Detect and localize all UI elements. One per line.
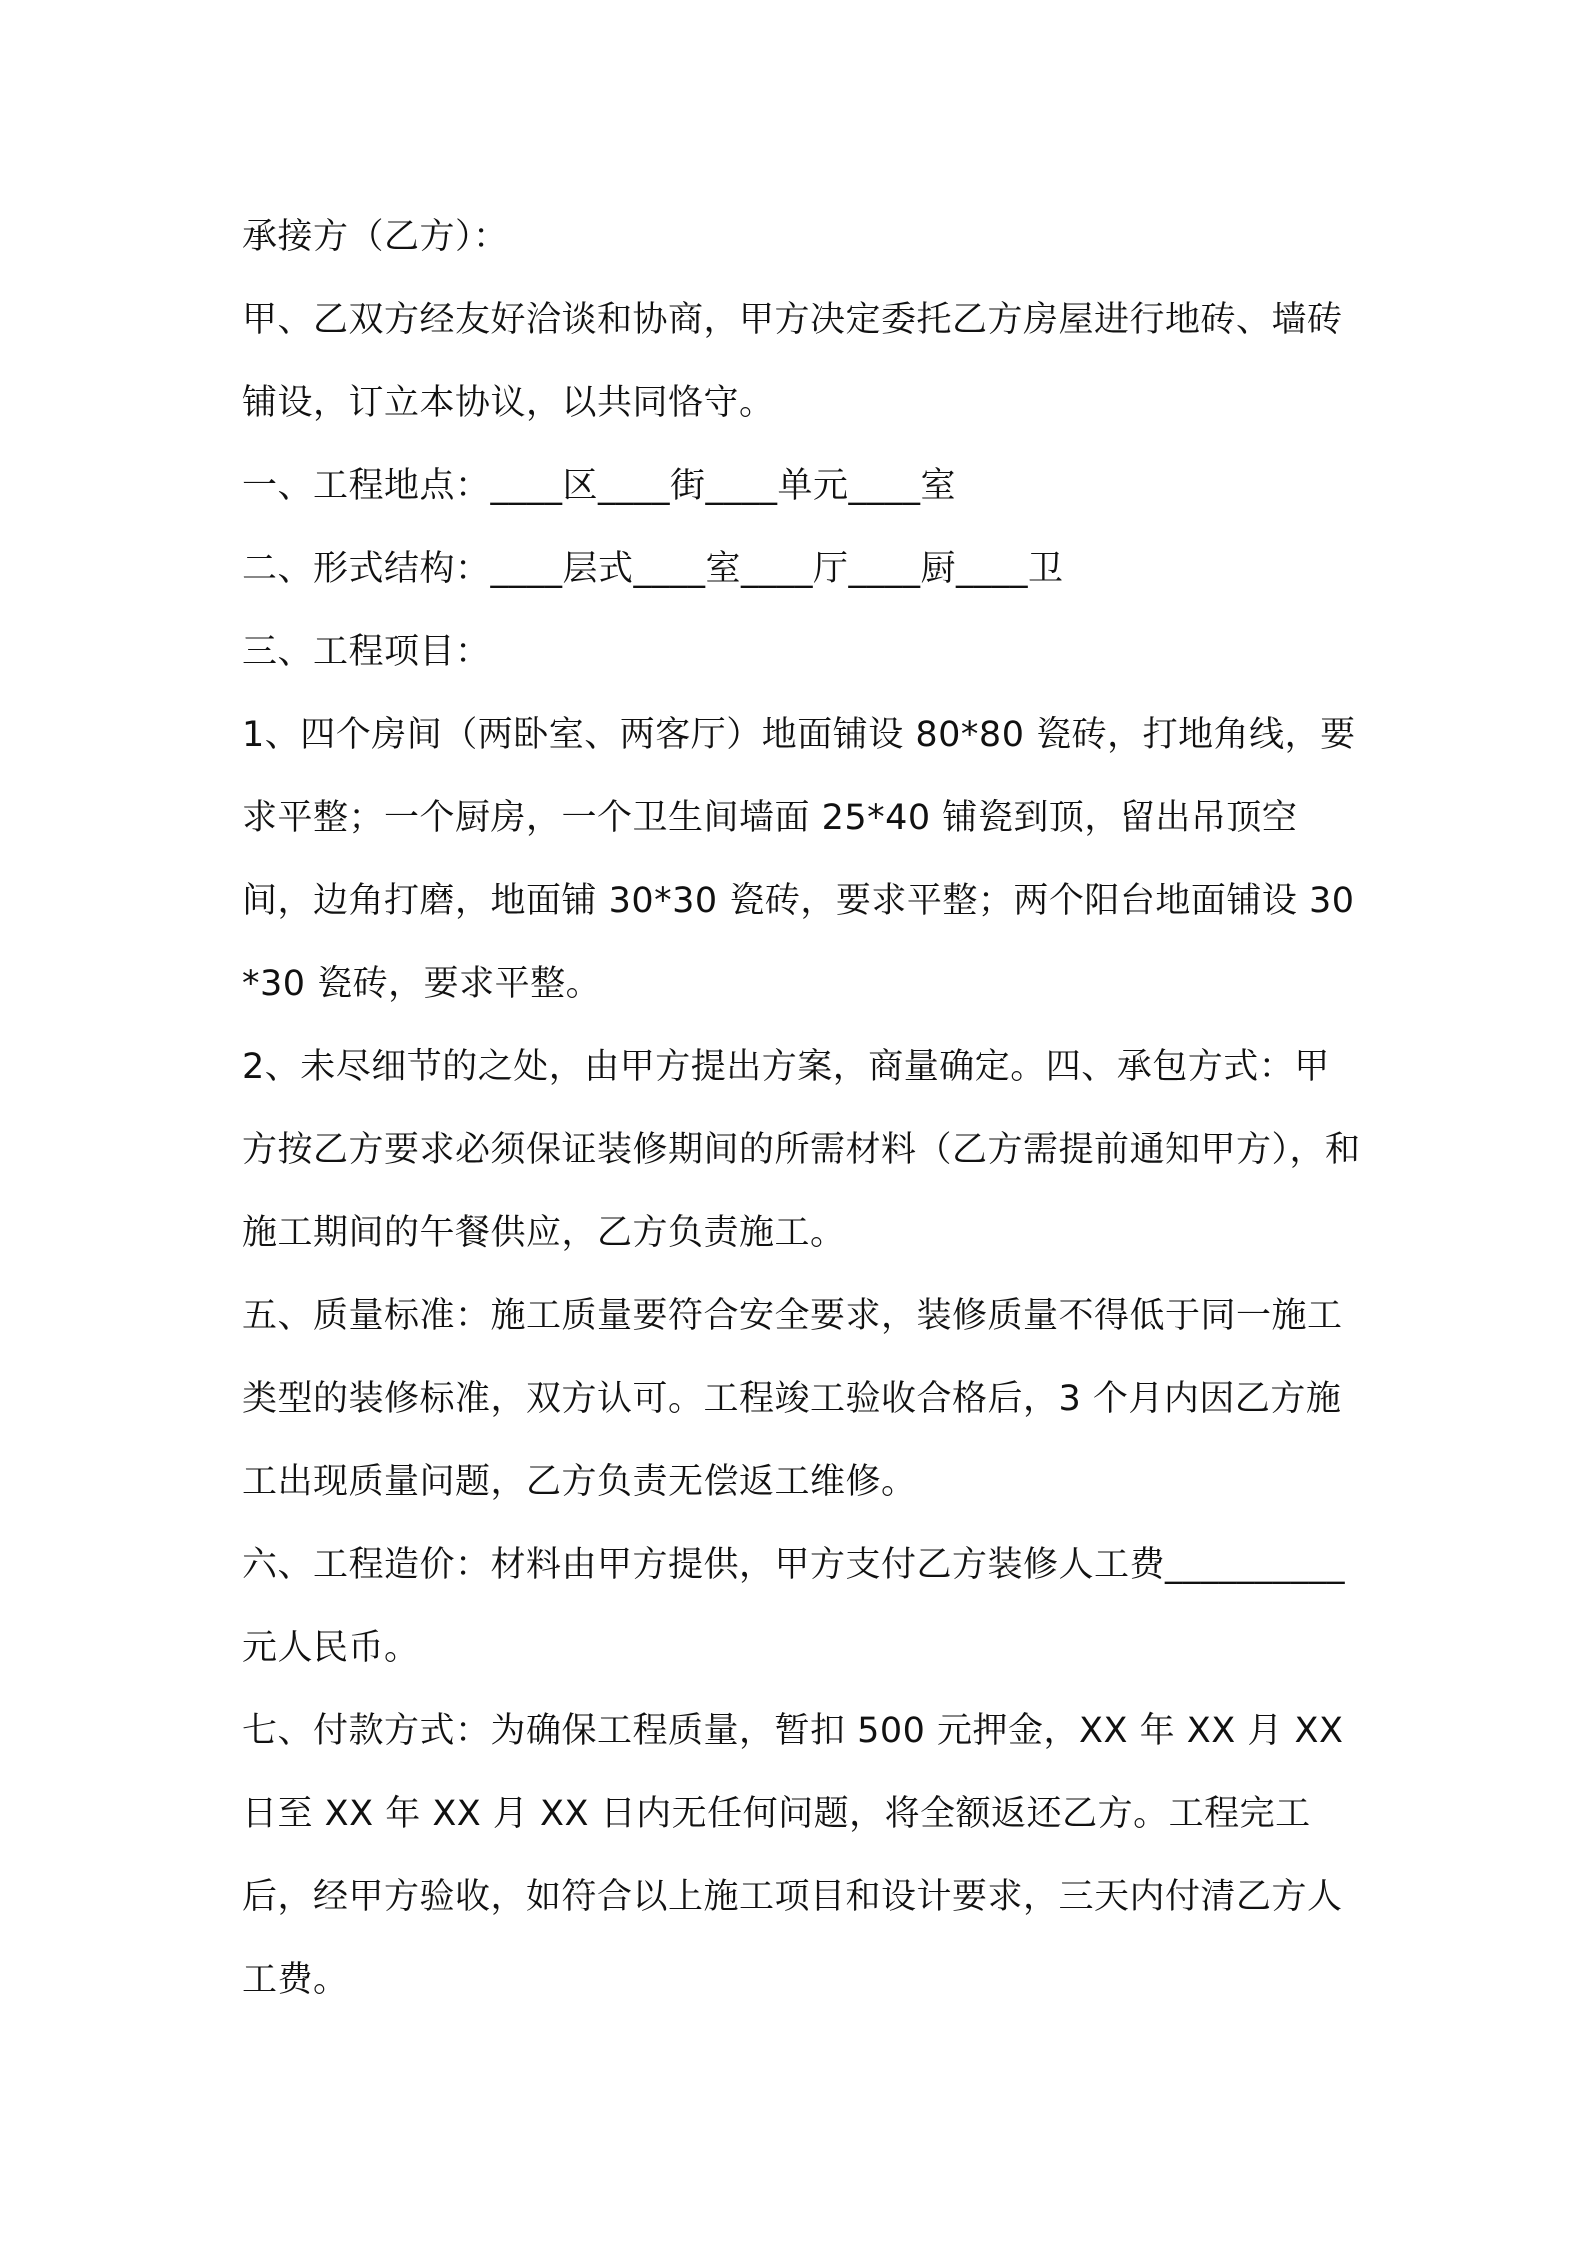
section-project-items-heading: 三、工程项目：: [242, 632, 491, 672]
project-item-2-and-contract-method: 2、未尽细节的之处，由甲方提出方案，商量确定。四、承包方式：甲方按乙方要求必须保证装修期间的所需材料（乙方需提前通知甲方），和施工期间的午餐供应，乙方负责施工。: [242, 1047, 1361, 1253]
section-structure-form: 二、形式结构：____层式____室____厅____厨____卫: [242, 549, 1064, 589]
section-payment-method: 七、付款方式：为确保工程质量，暂扣 500 元押金，XX 年 XX 月 XX 日至 XX 年 XX 月 XX 日内无任何问题，将全额返还乙方。工程完工后，经甲方验收，如符合以上施工项目和设计要求，三天内付清乙方人工费。: [242, 1711, 1344, 2000]
document-body: [242, 196, 1362, 2022]
section-project-cost: 六、工程造价：材料由甲方提供，甲方支付乙方装修人工费__________元人民币。: [242, 1545, 1346, 1668]
section-project-location: 一、工程地点：____区____街____单元____室: [242, 466, 957, 506]
section-quality-standard: 五、质量标准：施工质量要符合安全要求，装修质量不得低于同一施工类型的装修标准，双方认可。工程竣工验收合格后，3 个月内因乙方施工出现质量问题，乙方负责无偿返工维修。: [242, 1296, 1343, 1502]
project-item-1: 1、四个房间（两卧室、两客厅）地面铺设 80*80 瓷砖，打地角线，要求平整；一个厨房，一个卫生间墙面 25*40 铺瓷到顶，留出吊顶空间，边角打磨，地面铺 30*30 瓷砖，要求平整；两个阳台地面铺设 30*30 瓷砖，要求平整。: [242, 715, 1356, 1004]
contractor-party-line: 承接方（乙方）：: [242, 217, 509, 257]
agreement-intro: 甲、乙双方经友好洽谈和协商，甲方决定委托乙方房屋进行地砖、墙砖铺设，订立本协议，以共同恪守。: [242, 300, 1343, 423]
